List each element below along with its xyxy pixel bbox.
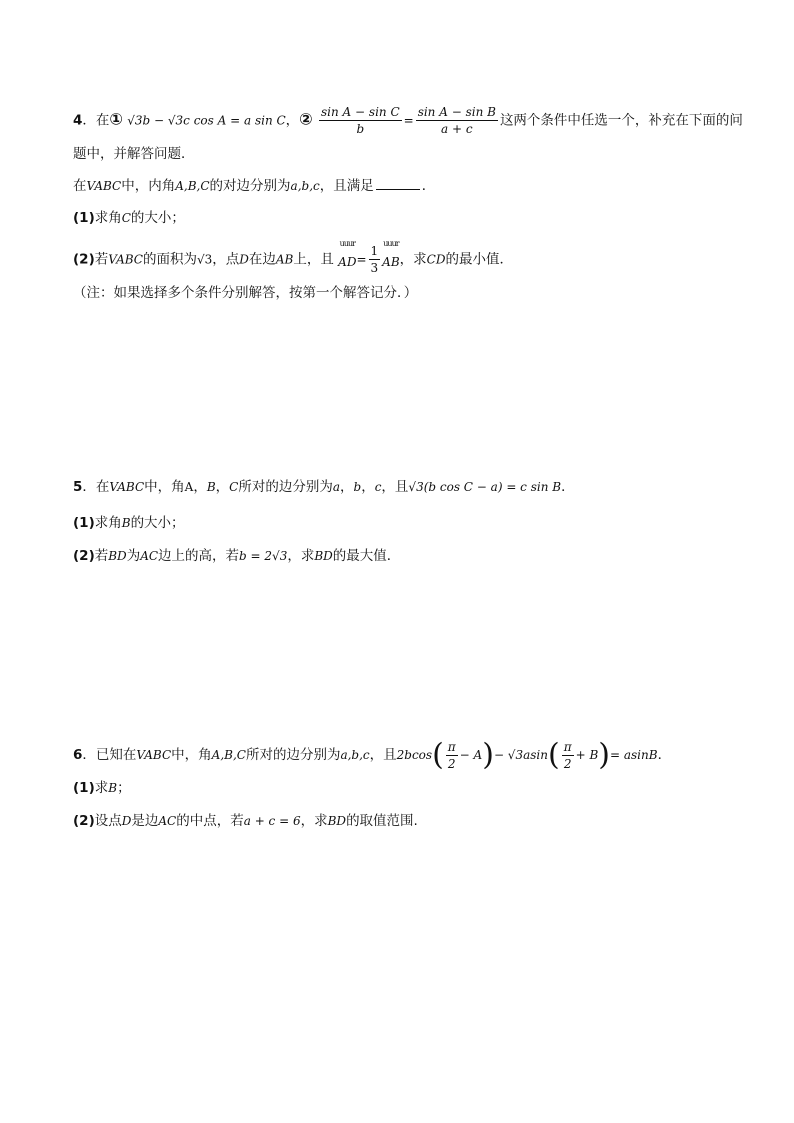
q6-part2: (2)设点D是边AC的中点，若a + c = 6，求BD的取值范围. (73, 813, 418, 829)
q4-number: 4 (73, 112, 83, 129)
q4-part1: (1)求角C的大小； (73, 210, 185, 226)
q5-stem: 5．在VABC中，角A，B，C所对的边分别为a，b，c，且√3(b cos C − a) = c sin B． (73, 479, 575, 495)
q4-vector-AD: uuur AD (338, 239, 357, 269)
q4-fraction-1: $\frac{\text{sin A − sin C}}{b}$ (321, 105, 400, 136)
q4-vector-AB: uuur AB (382, 239, 400, 269)
q6-stem: 6．已知在VABC中，角A,B,C所对的边分别为a,b,c，且2bcos( $\frac{\pi}{2}$ − A)− √3asin( $\frac{\pi}{2}$ + B)= asinB． (73, 737, 672, 773)
q4-fraction-2: $\frac{\text{sin A − sin B}}{a + c}$ (417, 105, 496, 136)
q4-stem-text-a: 这两个条件中任选一个，补充在下面的问 (499, 112, 743, 129)
q4-triangle: VABC (86, 179, 122, 193)
q6-number: 6 (73, 747, 83, 763)
q4-area: √3 (196, 252, 213, 267)
q5-part2: (2)若BD为AC边上的高，若b = 2√3，求BD的最大值． (73, 548, 401, 564)
q4-circle-2: ② (299, 109, 313, 129)
q6-part1: (1)求B； (73, 780, 131, 796)
q4-one-third: $\frac{1}{3}$ (370, 244, 379, 275)
q5-number: 5 (73, 479, 83, 495)
q4-circle-1: ① (109, 109, 123, 129)
q6-condition: 2bcos( $\frac{\pi}{2}$ − A)− √3asin( $\frac{\pi}{2}$ + B)= asinB (396, 737, 658, 773)
q4-stem-line3: 在VABC中，内角A,B,C的对边分别为a,b,c，且满足 ． (73, 175, 435, 196)
q4-part2: (2)若VABC的面积为√3，点D在边AB上，且 uuur AD = $\frac{1}{3}$ uuur AB ，求CD的最小值． (73, 239, 513, 275)
q4-stem-line2: 题中，并解答问题． (73, 146, 195, 162)
q4-answer-blank (376, 175, 420, 190)
q5-part1: (1)求角B的大小； (73, 515, 185, 531)
q4-stem-line1: 4．在① √3b − √3c cos A = a sin C，② $\frac{\text{sin A − sin C}}{b}$ = $\frac{\text{sin A − sin B}}{a + c}$ 这两个条件中任选一个，补充在下面的问 (73, 105, 743, 136)
q5-condition: √3(b cos C − a) = c sin B (408, 480, 562, 494)
q4-note: （注：如果选择多个条件分别解答，按第一个解答记分．） (73, 285, 418, 301)
q4-condition-1: √3b − √3c cos A = a sin C (127, 113, 286, 128)
